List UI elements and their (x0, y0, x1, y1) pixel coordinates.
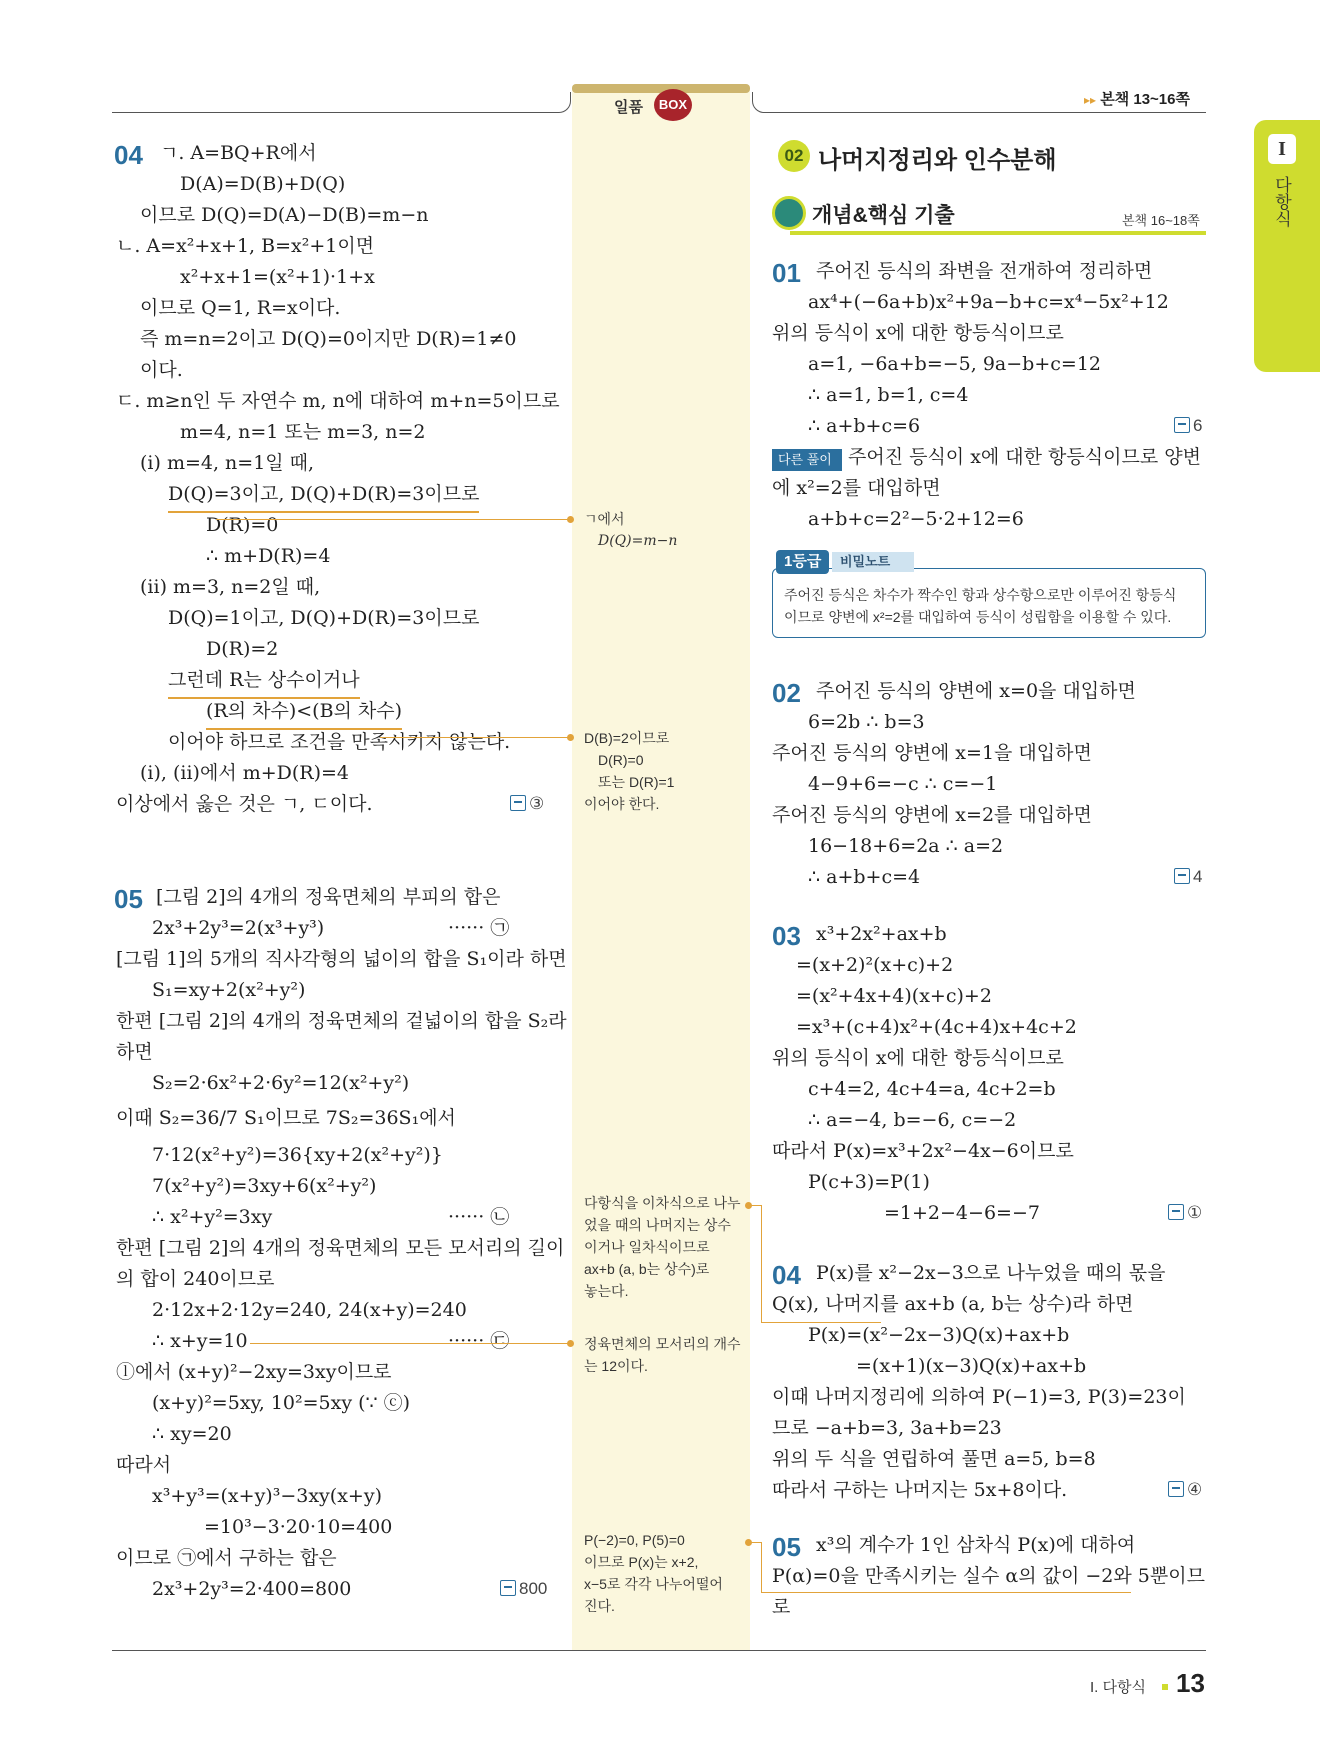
equation-line: ∴ a+b+c=4 (808, 866, 921, 888)
connector-line (250, 1343, 571, 1344)
header-curve-left (552, 92, 571, 113)
grade-badge: 1등급 (776, 550, 829, 574)
equation-line: S₂=2·6x²+2·6y²=12(x²+y²) (152, 1072, 410, 1094)
box-label: 일품 (614, 99, 643, 116)
right-q03 (772, 919, 1212, 1239)
equation-line: 16−18+6=2a ∴ a=2 (808, 835, 1004, 857)
equation-line: 6=2b ∴ b=3 (808, 711, 925, 733)
header-rule-left (112, 112, 554, 113)
concept-icon (772, 196, 806, 230)
concept-title: 개념&핵심 기출 (812, 204, 955, 227)
section-title: 나머지정리와 인수분해 (818, 147, 1057, 174)
equation-line: =(x+2)²(x+c)+2 (796, 954, 954, 976)
answer: ④ (1168, 1480, 1202, 1500)
side-tab-roman: I (1268, 134, 1296, 164)
question-number: 04 (114, 140, 143, 170)
equation-line: 2x³+2y³=2·400=800 (152, 1578, 352, 1600)
connector-line (380, 737, 571, 738)
side-note: 다항식을 이차식으로 나누 었을 때의 나머지는 상수 이거나 일차식이므로 ax+b (a, b는 상수)로 놓는다. (584, 1195, 741, 1299)
question-number: 03 (772, 921, 801, 951)
answer-icon (1168, 1481, 1184, 1497)
right-q01 (772, 256, 1212, 556)
case-line: (i) m=4, n=1일 때, (140, 452, 315, 474)
text-line: P(α)=0을 만족시키는 실수 α의 값이 −2와 5뿐이므 (772, 1565, 1205, 1587)
answer: 800 (500, 1579, 547, 1599)
equation-line: 7(x²+y²)=3xy+6(x²+y²) (152, 1175, 377, 1197)
text-line: 따라서 (116, 1454, 172, 1476)
text-line: ⓛ에서 (x+y)²−2xy=3xy이므로 (116, 1361, 392, 1383)
text-line: 주어진 등식의 양변에 x=1을 대입하면 (772, 742, 1092, 764)
equation-line: c+4=2, 4c+4=a, 4c+2=b (808, 1078, 1056, 1100)
concept-ref: 본책 16~18쪽 (1122, 213, 1200, 228)
side-note: D(B)=2이므로 D(R)=0 또는 D(R)=1 이어야 한다. (584, 730, 675, 812)
equation-line: 2x³+2y³=2(x³+y³) (152, 917, 325, 939)
connector-line (761, 1542, 762, 1592)
text-line: P(x)를 x²−2x−3으로 나누었을 때의 몫을 (816, 1262, 1166, 1284)
question-number: 01 (772, 258, 801, 288)
equation-line: D(R)=2 (206, 638, 279, 660)
equation-line: 7·12(x²+y²)=36{xy+2(x²+y²)} (152, 1144, 443, 1166)
text-line: (i), (ii)에서 m+D(R)=4 (140, 762, 350, 784)
equation-line: ∴ m+D(R)=4 (206, 545, 331, 567)
text-line: 므로 −a+b=3, 3a+b=23 (772, 1417, 1002, 1439)
equation-line: D(A)=D(B)+D(Q) (180, 173, 346, 195)
section-number-badge: 02 (778, 140, 810, 172)
case-line: (ii) m=3, n=2일 때, (140, 576, 321, 598)
text-line: 한편 [그림 2]의 4개의 정육면체의 모든 모서리의 길이 (116, 1237, 565, 1259)
equation-line: P(c+3)=P(1) (808, 1171, 930, 1193)
text-line: [그림 1]의 5개의 직사각형의 넓이의 합을 S₁이라 하면 (116, 948, 567, 970)
text-line: 주어진 등식이 x에 대한 항등식이므로 양변 (848, 446, 1201, 468)
side-note: 정육면체의 모서리의 개수 는 12이다. (584, 1336, 741, 1374)
page-number: 13 (1176, 1668, 1205, 1698)
equation-line: =10³−3·20·10=400 (204, 1516, 393, 1538)
equation-line: ∴ a=1, b=1, c=4 (808, 384, 969, 406)
answer: ① (1168, 1203, 1202, 1223)
text-line: ㄱ. A=BQ+R에서 (160, 142, 317, 164)
connector-line (761, 1205, 762, 1323)
connector-dot (567, 734, 574, 741)
equation-line: (x+y)²=5xy, 10²=5xy (∵ ⓒ) (152, 1392, 411, 1414)
text-line: [그림 2]의 4개의 정육면체의 부피의 합은 (156, 886, 501, 908)
equation-line: 2·12x+2·12y=240, 24(x+y)=240 (152, 1299, 467, 1321)
text-line: 이므로 Q=1, R=x이다. (140, 297, 341, 319)
left-q05 (112, 882, 567, 1632)
side-note: ㄱ에서 D(Q)=m−n (584, 511, 678, 549)
question-number: 04 (772, 1260, 801, 1290)
equation-line: ∴ x²+y²=3xy (152, 1206, 273, 1228)
text-line: 이므로 D(Q)=D(A)−D(B)=m−n (140, 204, 429, 226)
question-number: 02 (772, 678, 801, 708)
equation-line: x²+x+1=(x²+1)·1+x (180, 266, 375, 288)
right-q04 (772, 1258, 1212, 1528)
answer: 4 (1174, 867, 1202, 887)
text-line: 이어야 하므로 조건을 만족시키지 않는다. (168, 731, 511, 753)
question-number: 05 (772, 1532, 801, 1562)
text-line: 주어진 등식의 좌변을 전개하여 정리하면 (816, 260, 1153, 282)
answer-icon (1174, 868, 1190, 884)
footer-rule (112, 1650, 1206, 1651)
alt-solution-badge: 다른 풀이 (772, 449, 842, 471)
side-tab-label: 다항식 (1272, 176, 1291, 227)
text-line: 하면 (116, 1041, 153, 1063)
answer-icon (1168, 1204, 1184, 1220)
side-note: P(−2)=0, P(5)=0 이므로 P(x)는 x+2, x−5로 각각 나누어떨어 진다. (584, 1532, 723, 1614)
text-line: ㄷ. m≥n인 두 자연수 m, n에 대하여 m+n=5이므로 (116, 390, 560, 412)
text-line: x³의 계수가 1인 삼차식 P(x)에 대하여 (816, 1534, 1136, 1556)
equation-line: =(x+1)(x−3)Q(x)+ax+b (856, 1355, 1087, 1377)
secret-note-label: 비밀노트 (832, 552, 914, 572)
equation-line: S₁=xy+2(x²+y²) (152, 979, 306, 1001)
text-line: 에 x²=2를 대입하면 (772, 477, 941, 499)
equation-line: ∴ x+y=10 (152, 1330, 248, 1352)
equation-line: ax⁴+(−6a+b)x²+9a−b+c=x⁴−5x²+12 (808, 291, 1169, 313)
text-line: Q(x), 나머지를 ax+b (a, b는 상수)라 하면 (772, 1293, 1134, 1315)
equation-marker: ······ ㉢ (448, 1330, 510, 1352)
connector-dot (567, 1340, 574, 1347)
text-line: 주어진 등식의 양변에 x=0을 대입하면 (816, 680, 1136, 702)
right-q02 (772, 676, 1212, 906)
text-line: ㄴ. A=x²+x+1, B=x²+1이면 (116, 235, 375, 257)
text-line: 의 합이 240이므로 (116, 1268, 275, 1290)
text-line: 이상에서 옳은 것은 ㄱ, ㄷ이다. (116, 793, 373, 815)
underlined-line: D(Q)=3이고, D(Q)+D(R)=3이므로 (168, 479, 479, 513)
connector-dot (567, 516, 574, 523)
text-line: 따라서 P(x)=x³+2x²−4x−6이므로 (772, 1140, 1074, 1162)
footer-bullet (1162, 1684, 1168, 1690)
equation-line: D(R)=0 (206, 514, 279, 536)
equation-line: ∴ xy=20 (152, 1423, 232, 1445)
equation-line: a=1, −6a+b=−5, 9a−b+c=12 (808, 353, 1101, 375)
text-line: 로 (772, 1596, 791, 1618)
equation-line: 4−9+6=−c ∴ c=−1 (808, 773, 998, 795)
answer: 6 (1174, 416, 1202, 436)
text-line: D(Q)=1이고, D(Q)+D(R)=3이므로 (168, 607, 480, 629)
equation-line: ∴ a=−4, b=−6, c=−2 (808, 1109, 1017, 1131)
answer: ③ (510, 794, 544, 814)
right-q05 (772, 1530, 1212, 1640)
footer-chapter: I. 다항식 (1090, 1679, 1146, 1696)
equation-line: x³+2x²+ax+b (816, 923, 947, 945)
concept-underline (790, 231, 1206, 235)
equation-line: a+b+c=2²−5·2+12=6 (808, 508, 1024, 530)
equation-marker: ······ ㉠ (448, 917, 510, 939)
underlined-line: 그런데 R는 상수이거나 (168, 665, 360, 699)
header-curve-right (752, 92, 771, 113)
text-line: 이므로 ㉠에서 구하는 합은 (116, 1547, 337, 1569)
text-line: 즉 m=n=2이고 D(Q)=0이지만 D(R)=1≠0 (140, 328, 517, 350)
text-line: 이때 S₂=36/7 S₁이므로 7S₂=36S₁에서 (116, 1107, 456, 1129)
equation-line: P(x)=(x²−2x−3)Q(x)+ax+b (808, 1324, 1070, 1346)
text-line: 이다. (140, 359, 183, 381)
equation-line: m=4, n=1 또는 m=3, n=2 (180, 421, 426, 443)
box-badge: BOX (654, 89, 692, 121)
secret-note-text: 주어진 등식은 차수가 짝수인 항과 상수항으로만 이루어진 항등식 이므로 양변에 x²=2를 대입하여 등식이 성립함을 이용할 수 있다. (784, 587, 1177, 625)
text-line: 위의 두 식을 연립하여 풀면 a=5, b=8 (772, 1448, 1096, 1470)
equation-line: ∴ a+b+c=6 (808, 415, 921, 437)
double-arrow-icon: ▸▸ (1084, 93, 1097, 107)
answer-icon (510, 795, 526, 811)
text-line: 주어진 등식의 양변에 x=2를 대입하면 (772, 804, 1092, 826)
text-line: 이때 나머지정리에 의하여 P(−1)=3, P(3)=23이 (772, 1386, 1186, 1408)
question-number: 05 (114, 884, 143, 914)
answer-icon (1174, 417, 1190, 433)
side-tab (1254, 120, 1320, 372)
equation-marker: ······ ㉡ (448, 1206, 510, 1228)
text-line: 위의 등식이 x에 대한 항등식이므로 (772, 1047, 1064, 1069)
text-line: 위의 등식이 x에 대한 항등식이므로 (772, 322, 1064, 344)
equation-line: x³+y³=(x+y)³−3xy(x+y) (152, 1485, 382, 1507)
text-line: 따라서 구하는 나머지는 5x+8이다. (772, 1479, 1068, 1501)
note-column (572, 88, 750, 1650)
equation-line: =(x²+4x+4)(x+c)+2 (796, 985, 992, 1007)
header-rule-right (770, 112, 1206, 113)
answer-icon (500, 1580, 516, 1596)
page-ref: ▸▸ 본책 13~16쪽 (1084, 91, 1190, 108)
left-q04 (112, 138, 562, 838)
equation-line: =x³+(c+4)x²+(4c+4)x+4c+2 (796, 1016, 1077, 1038)
text-line: 한편 [그림 2]의 4개의 정육면체의 겉넓이의 합을 S₂라 (116, 1010, 567, 1032)
equation-line: =1+2−4−6=−7 (884, 1202, 1040, 1224)
connector-line (216, 519, 571, 520)
underlined-line: (R의 차수)<(B의 차수) (206, 696, 402, 730)
